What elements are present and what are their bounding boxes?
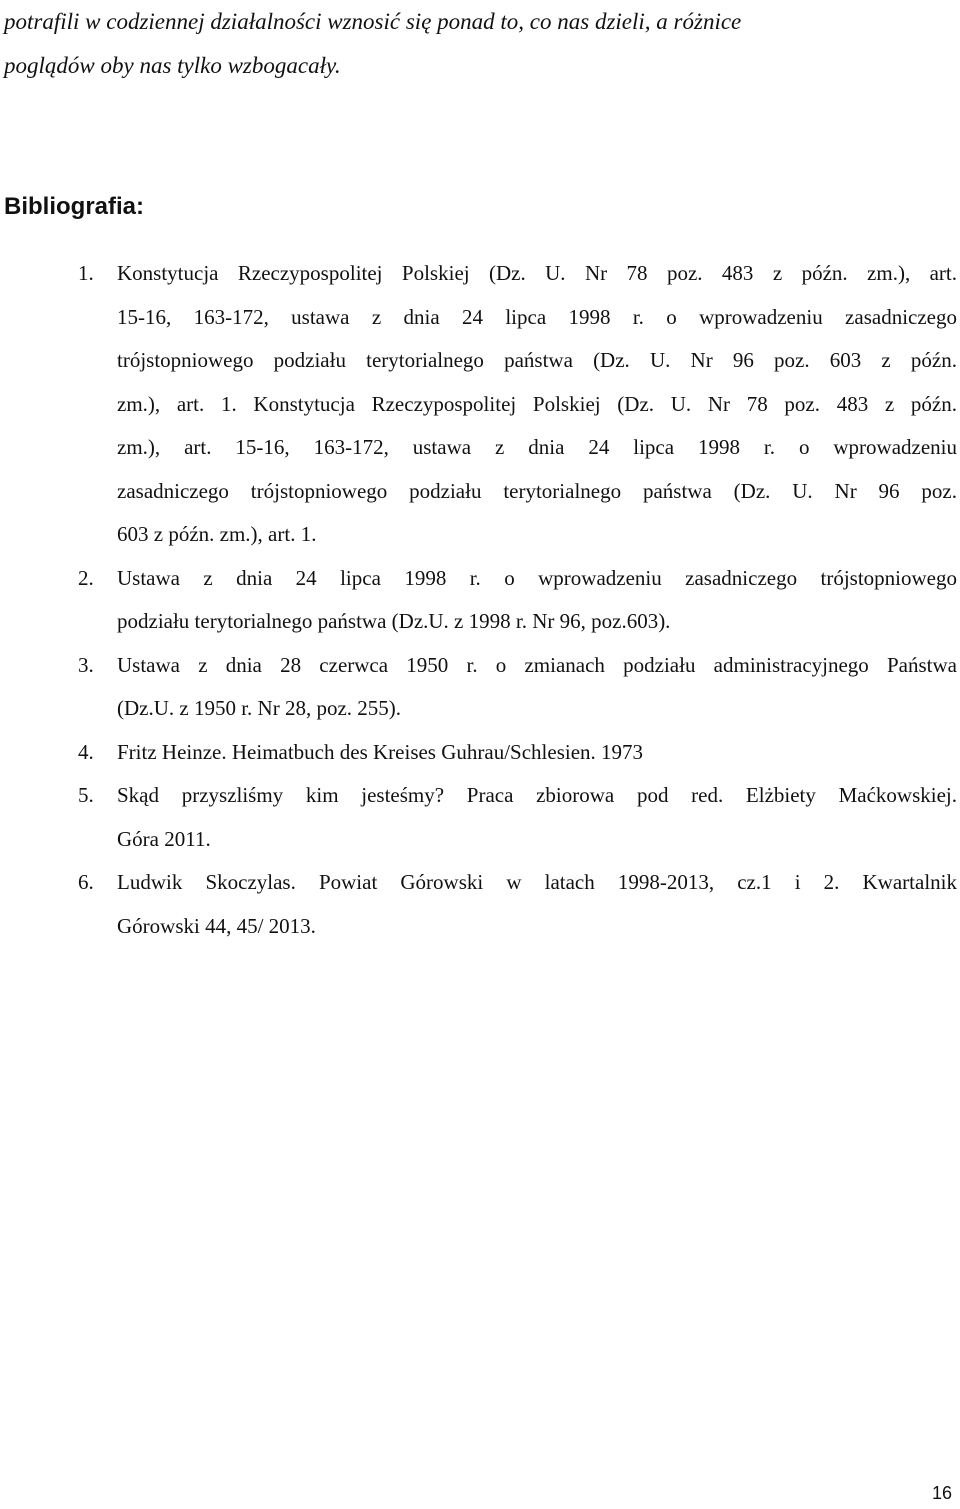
item-number: 1. bbox=[78, 261, 94, 285]
item-text bbox=[117, 644, 957, 731]
bibliography-heading: Bibliografia: bbox=[4, 193, 145, 220]
item-text bbox=[117, 774, 957, 861]
item-number: 5. bbox=[78, 783, 94, 807]
item-text bbox=[117, 861, 957, 948]
item-line: 15-16, 163-172, ustawa z dnia 24 lipca 1998 r. o wprowadzeniu zasadniczego bbox=[117, 304, 957, 329]
bibliography-item bbox=[0, 252, 960, 557]
item-line: 603 z późn. zm.), art. 1. bbox=[117, 522, 317, 546]
item-line: Ustawa z dnia 28 czerwca 1950 r. o zmianach podziału administracyjnego Państwa bbox=[117, 652, 957, 677]
item-line: Skąd przyszliśmy kim jesteśmy? Praca zbiorowa pod red. Elżbiety Maćkowskiej. bbox=[117, 783, 957, 807]
item-number: 6. bbox=[78, 870, 94, 894]
intro-line: potrafili w codziennej działalności wznosić się ponad to, co nas dzieli, a różnice bbox=[4, 9, 742, 34]
item-line: trójstopniowego podziału terytorialnego państwa (Dz. U. Nr 96 poz. 603 z późn. bbox=[117, 348, 957, 372]
item-line: zasadniczego trójstopniowego podziału terytorialnego państwa (Dz. U. Nr 96 poz. bbox=[117, 478, 957, 503]
bibliography-item bbox=[0, 731, 960, 775]
item-line: Górowski 44, 45/ 2013. bbox=[117, 913, 316, 938]
item-line: Fritz Heinze. Heimatbuch des Kreises Guhrau/Schlesien. 1973 bbox=[117, 739, 644, 764]
item-line: Ustawa z dnia 24 lipca 1998 r. o wprowadzeniu zasadniczego trójstopniowego bbox=[117, 565, 957, 590]
item-number: 4. bbox=[78, 739, 94, 764]
item-line: Konstytucja Rzeczypospolitej Polskiej (Dz. U. Nr 78 poz. 483 z późn. zm.), art. bbox=[117, 261, 957, 285]
item-number: 2. bbox=[78, 565, 94, 590]
item-text bbox=[117, 252, 957, 557]
item-text bbox=[117, 731, 957, 775]
item-line: (Dz.U. z 1950 r. Nr 28, poz. 255). bbox=[117, 696, 402, 720]
intro-line: poglądów oby nas tylko wzbogacały. bbox=[4, 53, 341, 78]
bibliography-list bbox=[0, 252, 960, 948]
page-number: 16 bbox=[931, 1483, 952, 1503]
bibliography-item bbox=[0, 557, 960, 644]
intro-paragraph bbox=[4, 0, 954, 88]
item-line: zm.), art. 15-16, 163-172, ustawa z dnia 24 lipca 1998 r. o wprowadzeniu bbox=[117, 435, 957, 459]
item-number: 3. bbox=[78, 652, 94, 677]
item-line: zm.), art. 1. Konstytucja Rzeczypospolitej Polskiej (Dz. U. Nr 78 poz. 483 z późn. bbox=[117, 391, 957, 416]
item-line: Góra 2011. bbox=[117, 826, 211, 851]
item-line: podziału terytorialnego państwa (Dz.U. z 1998 r. Nr 96, poz.603). bbox=[117, 609, 671, 633]
item-line: Ludwik Skoczylas. Powiat Górowski w latach 1998-2013, cz.1 i 2. Kwartalnik bbox=[117, 870, 957, 894]
bibliography-item bbox=[0, 774, 960, 861]
item-text bbox=[117, 557, 957, 644]
bibliography-item bbox=[0, 644, 960, 731]
bibliography-item bbox=[0, 861, 960, 948]
